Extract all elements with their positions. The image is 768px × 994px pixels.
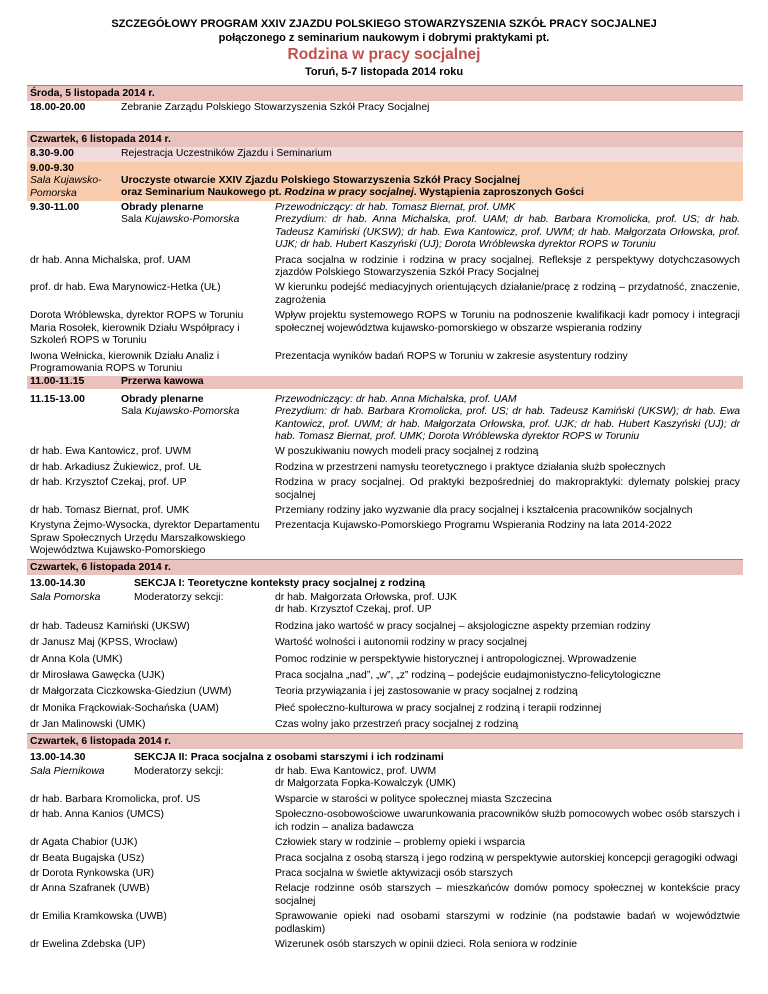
presidium: Prezydium: dr hab. Barbara Kromolicka, prof. US; dr hab. Tadeusz Kamiński (UKSW); dr hab. Ewa Kantowicz, prof. UWM; dr hab. Małgorzata Orłowska, prof. UJK; dr hab. Hubert Kaszyński (UJ); dr hab. Tomasz Biernat, prof. UMK; Dorota Wróblewska dyrektor ROPS w Toruniu: [275, 406, 740, 442]
room-label: Sala Kujawsko-Pomorska: [121, 406, 240, 418]
speaker-name: dr hab. Anna Kanios (UMCS): [30, 809, 164, 821]
talk-row: [27, 253, 743, 281]
time-slot: 13.00-14.30: [30, 577, 86, 589]
talk-title: Praca socjalna „nad”, „w”, „z” rodziną – podejście eudajmonistyczno-felicytologiczne: [275, 670, 661, 682]
talk-title: Praca socjalna w świetle aktywizacji osób starszych: [275, 867, 513, 879]
presidium: Prezydium: dr hab. Anna Michalska, prof. UAM; dr hab. Barbara Kromolicka, prof. US; dr hab. Tadeusz Kamiński (UKSW); dr hab. Ewa Kantowicz, prof. UWM; dr hab. Małgorzata Orłowska, prof. UJK; dr hab. Hubert Kaszyński (UJ); Dorota Wróblewska dyrektor ROPS w Toruniu: [275, 214, 740, 251]
chairperson: Przewodniczący: dr hab. Anna Michalska, prof. UAM: [275, 393, 517, 405]
room-label: Sala Piernikowa: [30, 766, 105, 778]
time-slot: 11.15-13.00: [30, 393, 85, 405]
speaker-name: prof. dr hab. Ewa Marynowicz-Hetka (UŁ): [30, 282, 221, 294]
talk-title: Rodzina w pracy socjalnej. Od praktyki bezpośredniej do makropraktyki: dylematy polskiej pracy socjalnej: [275, 477, 740, 501]
header-line2: połączonego z seminarium naukowym i dobrymi praktykami pt.: [218, 32, 550, 44]
talk-title: Praca socjalna z osobą starszą i jego rodziną w perspektywie autorskiej koncepcji geragogiki odwagi: [275, 852, 738, 864]
room-label: Sala Pomorska: [30, 592, 101, 603]
speaker-name: dr Agata Chabior (UJK): [30, 837, 138, 849]
talk-title: Wartość wolności i autonomii rodziny w pracy socjalnej: [275, 637, 527, 649]
talk-row: [27, 280, 743, 308]
talk-row: [27, 667, 743, 683]
time-slot: 9.30-11.00: [30, 202, 80, 214]
document-header: [0, 0, 768, 79]
section-title: SEKCJA II: Praca socjalna z osobami starszymi i ich rodzinami: [134, 751, 444, 763]
section2-moderators: [27, 765, 743, 792]
talk-row: [27, 651, 743, 667]
talk-title: Prezentacja Kujawsko-Pomorskiego Programu Wspierania Rodziny na lata 2014-2022: [275, 520, 672, 532]
talk-row: [27, 716, 743, 732]
talk-title: Płeć społeczno-kulturowa w pracy socjalnej z rodziną i terapii rodzinnej: [275, 702, 602, 714]
talk-row: [27, 460, 743, 475]
time-slot: 18.00-20.00: [30, 102, 86, 113]
talk-row: [27, 881, 743, 909]
talk-row: [27, 475, 743, 503]
day-band-thursday: Czwartek, 6 listopada 2014 r.: [27, 131, 743, 147]
schedule-row-break: [27, 376, 743, 388]
speaker-name: dr Ewelina Zdebska (UP): [30, 938, 146, 950]
opening-line1: Uroczyste otwarcie XXIV Zjazdu Polskiego Stowarzyszenia Szkół Pracy Socjalnej: [121, 174, 521, 186]
speaker-name: dr Małgorzata Ciczkowska-Giedziun (UWM): [30, 686, 232, 698]
opening-line2: oraz Seminarium Naukowego pt. Rodzina w pracy socjalnej. Wystąpienia zaproszonych Gości: [121, 187, 584, 199]
talk-row: [27, 835, 743, 850]
speaker-name: dr hab. Arkadiusz Żukiewicz, prof. UŁ: [30, 461, 202, 473]
section1-header: [27, 575, 743, 591]
plenary-left: [30, 202, 275, 252]
day-band-wednesday: Środa, 5 listopada 2014 r.: [27, 85, 743, 101]
talk-title: Relacje rodzinne osób starszych – mieszkańców domów pomocy społecznej w kontekście pracy socjalnej: [275, 883, 740, 907]
speaker-name: dr hab. Ewa Kantowicz, prof. UWM: [30, 446, 192, 458]
speaker-name: dr Janusz Maj (KPSS, Wrocław): [30, 637, 178, 649]
break-text: Przerwa kawowa: [121, 376, 204, 388]
talk-row: [27, 683, 743, 699]
time-slot: 9.00-9.30: [30, 162, 74, 174]
talk-title: Pomoc rodzinie w perspektywie historycznej i antropologicznej. Wprowadzenie: [275, 653, 637, 665]
time-slot-block: [30, 163, 121, 200]
event-text: Rejestracja Uczestników Zjazdu i Seminarium: [121, 148, 332, 160]
moderators-names: dr hab. Małgorzata Orłowska, prof. UJK dr hab. Krzysztof Czekaj, prof. UP: [275, 592, 457, 616]
schedule-row: [27, 101, 743, 115]
header-place: Toruń, 5-7 listopada 2014 roku: [304, 66, 464, 78]
section1-moderators: [27, 591, 743, 618]
speaker-name: Iwona Wełnicka, kierownik Działu Analiz i Programowania ROPS w Toruniu: [30, 350, 220, 374]
talk-title: Sprawowanie opieki nad osobami starszymi w rodzinie (na podstawie badań w województwie podlaskim): [275, 911, 740, 935]
speaker-name: dr Beata Bugajska (USz): [30, 852, 145, 864]
talk-title: Człowiek stary w rodzinie – problemy opieki i wsparcia: [275, 837, 526, 849]
talk-row: [27, 866, 743, 881]
day-band-section2: Czwartek, 6 listopada 2014 r.: [27, 733, 743, 749]
speaker-name: dr Dorota Rynkowska (UR): [30, 867, 155, 879]
speaker-name: dr Monika Frąckowiak-Sochańska (UAM): [30, 702, 219, 714]
program-content: [27, 85, 743, 952]
talk-row: [27, 503, 743, 518]
plenary-session-2: [27, 393, 743, 445]
talk-title: Przemiany rodziny jako wyzwanie dla pracy socjalnej i kształcenia pracowników socjalnych: [275, 504, 693, 516]
talk-title: Prezentacja wyników badań ROPS w Toruniu w zakresie asystentury rodziny: [275, 350, 628, 362]
talk-row: [27, 807, 743, 835]
talk-title: Czas wolny jako przestrzeń pracy socjalnej z rodziną: [275, 719, 519, 731]
time-slot: 8.30-9.00: [30, 148, 74, 160]
time-slot: 13.00-14.30: [30, 751, 86, 763]
talk-title: Wpływ projektu systemowego ROPS w Toruniu na podnoszenie kwalifikacji kadr pomocy i integracji społecznej województwa kujawsko-pomorskiego w obszarze wspierania rodziny: [275, 310, 740, 334]
speaker-name: dr Mirosława Gawęcka (UJK): [30, 670, 165, 682]
speaker-name: Krystyna Żejmo-Wysocka, dyrektor Departamentu Spraw Społecznych Urzędu Marszałkowskiego Województwa Kujawsko-Pomorskiego: [30, 520, 260, 557]
section-title: SEKCJA I: Teoretyczne konteksty pracy socjalnej z rodziną: [134, 577, 426, 589]
talk-row: [27, 634, 743, 650]
speaker-name: dr hab. Tadeusz Kamiński (UKSW): [30, 620, 190, 632]
speaker-name: dr hab. Krzysztof Czekaj, prof. UP: [30, 477, 187, 489]
room-label: Sala Kujawsko-Pomorska: [121, 214, 240, 226]
day-band-section1: Czwartek, 6 listopada 2014 r.: [27, 559, 743, 575]
talk-title: Wizerunek osób starszych w opinii dzieci. Rola seniora w rodzinie: [275, 938, 578, 950]
talk-row: [27, 937, 743, 952]
chairperson: Przewodniczący: dr hab. Tomasz Biernat, prof. UMK: [275, 202, 516, 214]
talk-title: W kierunku podejść mediacyjnych orientujących działanie/pracę z rodziną – przydatność, znaczenie, zagrożenia: [275, 282, 740, 306]
talk-row: [27, 518, 743, 558]
moderators-label: Moderatorzy sekcji:: [134, 592, 224, 603]
talk-row: [27, 792, 743, 807]
talk-row: [27, 851, 743, 866]
talk-row: [27, 308, 743, 348]
document-title: Rodzina w pracy socjalnej: [287, 46, 481, 63]
talk-title: Rodzina w przestrzeni namysłu teoretycznego i praktyce działania służb społecznych: [275, 461, 666, 473]
talk-title: W poszukiwaniu nowych modeli pracy socjalnej z rodziną: [275, 446, 539, 458]
talk-row: [27, 444, 743, 459]
talk-title: Wsparcie w starości w polityce społecznej miasta Szczecina: [275, 793, 552, 805]
speaker-name: dr hab. Anna Michalska, prof. UAM: [30, 254, 191, 266]
speaker-name: Dorota Wróblewska, dyrektor ROPS w Toruniu Maria Rosołek, kierownik Działu Współpracy i Szkoleń ROPS w Toruniu: [30, 310, 244, 347]
time-slot: 11.00-11.15: [30, 376, 85, 388]
talk-row: [27, 618, 743, 634]
schedule-row-opening: [27, 162, 743, 201]
talk-row: [27, 349, 743, 377]
header-line1: SZCZEGÓŁOWY PROGRAM XXIV ZJAZDU POLSKIEGO STOWARZYSZENIA SZKÓŁ PRACY SOCJALNEJ: [111, 18, 657, 30]
speaker-name: dr hab. Barbara Kromolicka, prof. US: [30, 793, 201, 805]
talk-row: [27, 909, 743, 937]
plenary-title: Obrady plenarne: [121, 393, 204, 405]
section2-header: [27, 749, 743, 765]
talk-title: Społeczno-osobowościowe uwarunkowania pracowników służb pomocowych wobec osób starszych i ich rodzin – analiza badawcza: [275, 809, 740, 833]
plenary-left: [30, 394, 275, 444]
plenary-chairs: [275, 202, 740, 252]
plenary-chairs: [275, 394, 740, 444]
plenary-title: Obrady plenarne: [121, 202, 204, 214]
talk-title: Teoria przywiązania i jej zastosowanie w pracy socjalnej z rodziną: [275, 686, 578, 698]
talk-title: Rodzina jako wartość w pracy socjalnej – aksjologiczne aspekty przemian rodziny: [275, 620, 651, 632]
event-text: Zebranie Zarządu Polskiego Stowarzyszenia Szkół Pracy Socjalnej: [121, 102, 430, 113]
speaker-name: dr hab. Tomasz Biernat, prof. UMK: [30, 504, 190, 516]
moderators-label: Moderatorzy sekcji:: [134, 766, 224, 778]
speaker-name: dr Anna Kola (UMK): [30, 653, 123, 665]
plenary-session-1: [27, 201, 743, 253]
room-label: Sala Kujawsko-Pomorska: [30, 175, 102, 199]
speaker-name: dr Emilia Kramkowska (UWB): [30, 911, 167, 923]
speaker-name: dr Jan Malinowski (UMK): [30, 719, 146, 731]
speaker-name: dr Anna Szafranek (UWB): [30, 883, 150, 895]
talk-title: Praca socjalna w rodzinie i rodzina w pracy socjalnej. Refleksje z perspektywy dotychczasowych zjazdów Polskiego Stowarzyszenia Szkół Pracy Socjalnej: [275, 254, 740, 279]
moderators-names: dr hab. Ewa Kantowicz, prof. UWM dr Małgorzata Fopka-Kowalczyk (UMK): [275, 766, 456, 790]
schedule-row-registration: [27, 147, 743, 161]
opening-text: [121, 163, 740, 200]
talk-row: [27, 700, 743, 716]
